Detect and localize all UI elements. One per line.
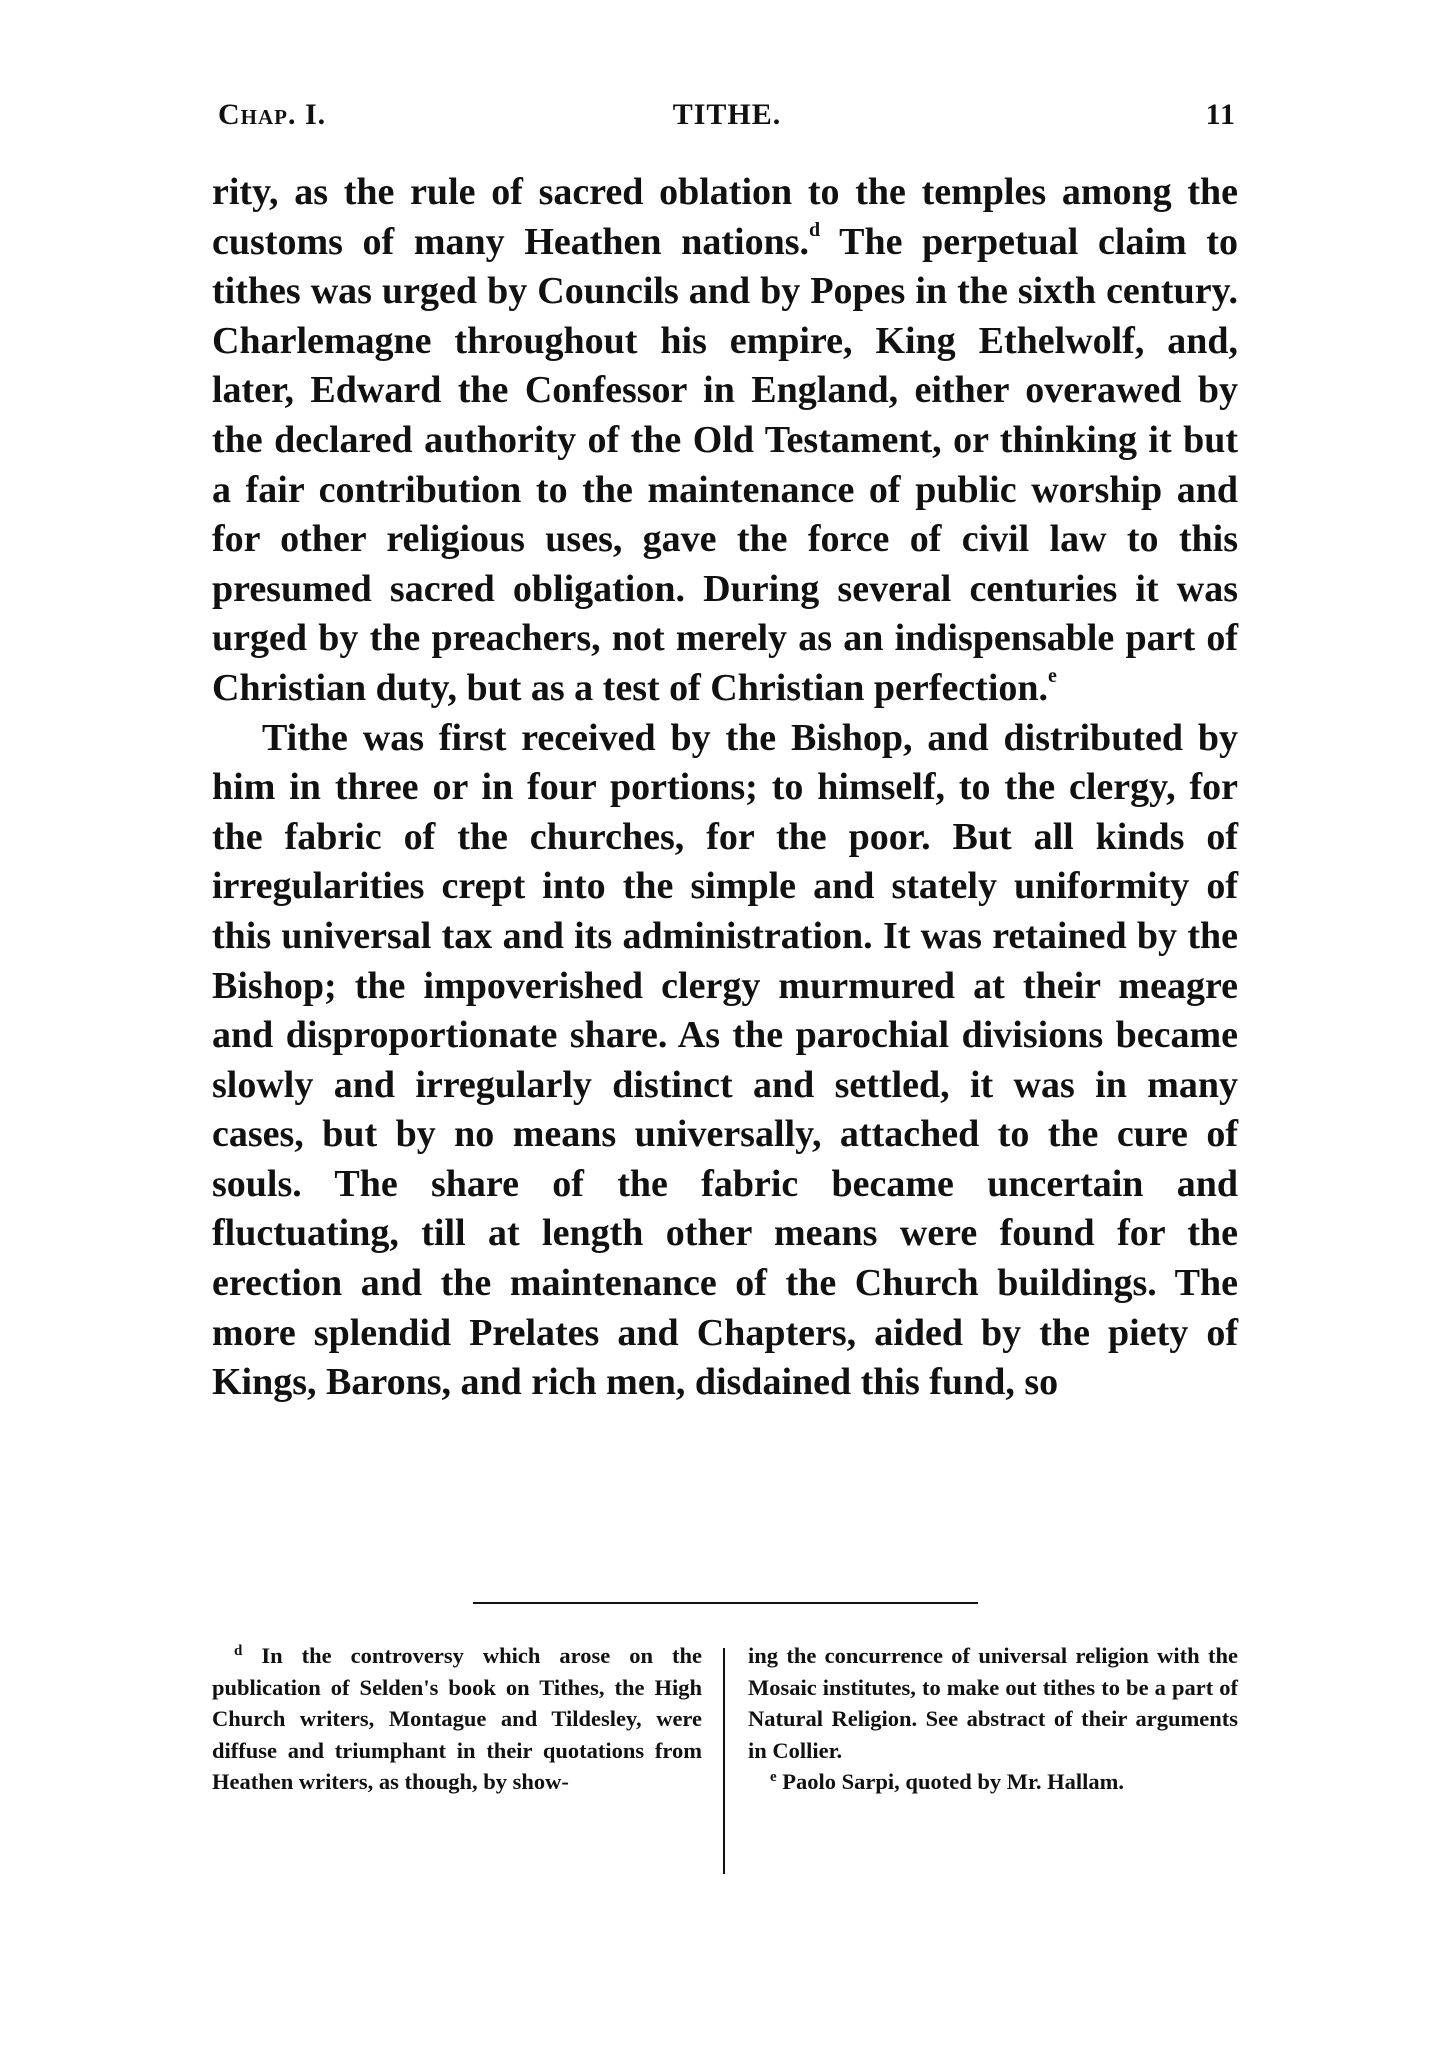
footnote-column-right xyxy=(748,1640,1238,1798)
chapter-label: Chap. I. xyxy=(218,98,327,131)
paragraph-continued xyxy=(212,168,1238,714)
footnotes xyxy=(212,1640,1238,1890)
footnote-text: Paolo Sarpi, quoted by Mr. Hallam. xyxy=(776,1769,1124,1794)
footnote-rule xyxy=(473,1602,978,1604)
column-divider xyxy=(723,1648,725,1874)
footnote-d xyxy=(212,1640,702,1798)
footnote-ref-e: e xyxy=(1048,664,1057,687)
footnote-text: In the controversy which arose on the publication of Selden's book on Tithes, the High Church writers, Montague and Tildesley, were diffuse and triumphant in their quotations from Heathen writers, as though, by show- xyxy=(212,1643,702,1794)
running-title: TITHE. xyxy=(672,98,782,131)
footnote-marker-d: d xyxy=(234,1643,243,1659)
paragraph-text: The perpetual claim to tithes was urged by Councils and by Popes in the sixth century. Charlemagne throughout his empire, King Ethelwolf, and, later, Edward the Confessor in England, either overawed by the declared authority of the Old Testament, or thinking it but a fair contribution to the maintenance of public worship and for other religious uses, gave the force of civil law to this presumed sacred obligation. During several centuries it was urged by the preachers, not merely as an indispensable part of Christian duty, but as a test of Christian perfection. xyxy=(212,220,1238,709)
main-text xyxy=(212,168,1238,1408)
footnote-marker-e: e xyxy=(770,1769,777,1785)
paragraph: Tithe was first received by the Bishop, and distributed by him in three or in four portions; to himself, to the clergy, for the fabric of the churches, for the poor. But all kinds of irregularities crept into the simple and stately uniformity of this universal tax and its administration. It was retained by the Bishop; the impoverished clergy murmured at their meagre and disproportionate share. As the parochial divisions became slowly and irregularly distinct and settled, it was in many cases, but by no means universally, attached to the cure of souls. The share of the fabric became uncertain and fluctuating, till at length other means were found for the erection and the maintenance of the Church buildings. The more splendid Prelates and Chapters, aided by the piety of Kings, Barons, and rich men, disdained this fund, so xyxy=(212,716,1238,1404)
footnote-ref-d: d xyxy=(809,218,821,241)
running-head xyxy=(218,98,1236,138)
footnote-e xyxy=(748,1766,1238,1798)
paragraph-text: rity, as the rule of sacred oblation to the temples among the customs of many Heathen nations. xyxy=(212,171,1238,263)
footnote-d-continued: ing the concurrence of universal religion with the Mosaic institutes, to make out tithes to be a part of Natural Religion. See abstract of their arguments in Collier. xyxy=(748,1643,1238,1763)
footnote-column-left xyxy=(212,1640,702,1798)
page-number: 11 xyxy=(1205,98,1236,131)
